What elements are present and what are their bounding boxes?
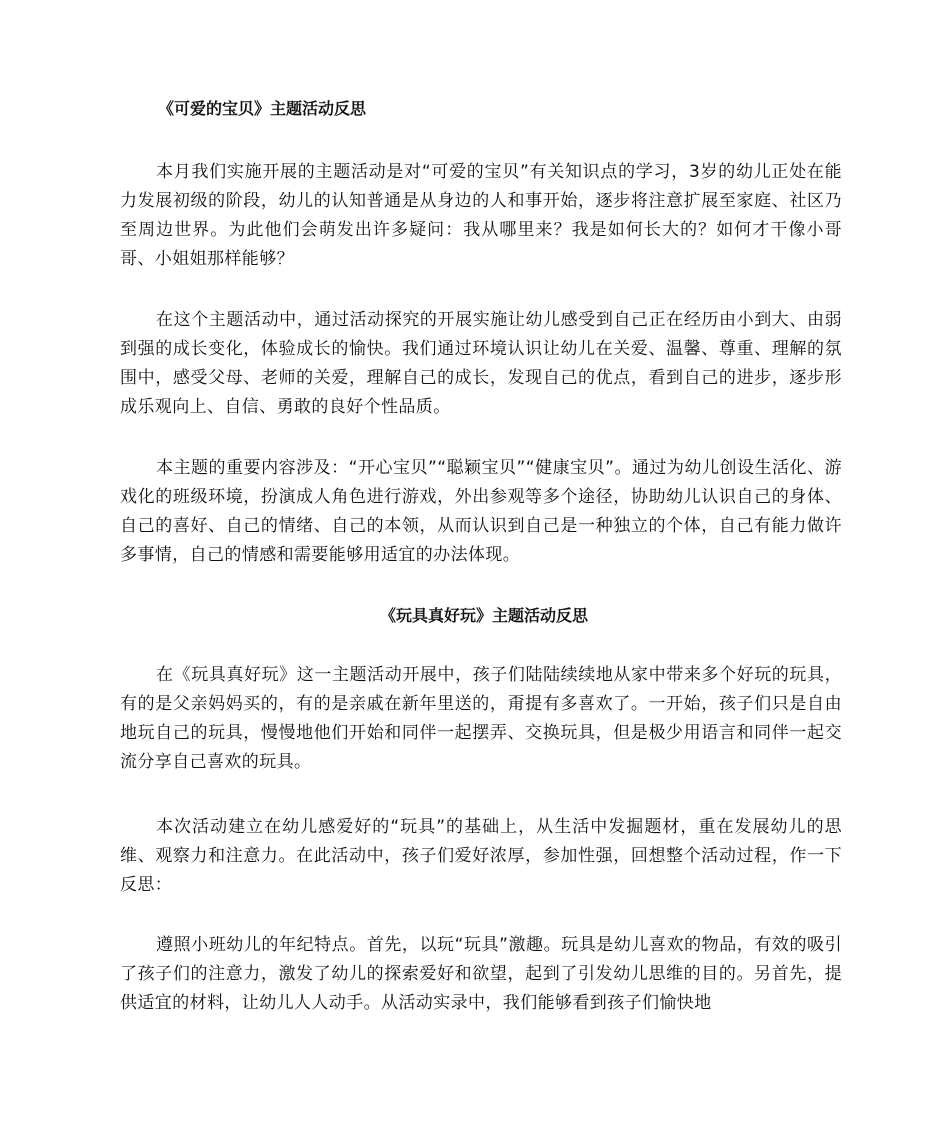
paragraph-2: 在这个主题活动中，通过活动探究的开展实施让幼儿感受到自己正在经历由小到大、由弱到强的成长变化，体验成长的愉快。我们通过环境认识让幼儿在关爱、温馨、尊重、理解的氛围中，感受父母、老师的关爱，理解自己的成长，发现自己的优点，看到自己的进步，逐步形成乐观向上、自信、勇敢的良好个性品质。: [120, 310, 842, 417]
paragraph-1: 本月我们实施开展的主题活动是对“可爱的宝贝”有关知识点的学习，3岁的幼儿正处在能力发展初级的阶段，幼儿的认知普通是从身边的人和事开始，逐步将注意扩展至家庭、社区乃至周边世界。为此他们会萌发出许多疑问：我从哪里来？我是如何长大的？如何才干像小哥哥、小姐姐那样能够？: [120, 162, 842, 269]
paragraph-3: 本主题的重要内容涉及：“开心宝贝”“聪颖宝贝”“健康宝贝”。通过为幼儿创设生活化、游戏化的班级环境，扮演成人角色进行游戏，外出参观等多个途径，协助幼儿认识自己的身体、自己的喜好、自己的情绪、自己的本领，从而认识到自己是一种独立的个体，自己有能力做许多事情，自己的情感和需要能够用适宜的办法体现。: [120, 458, 842, 565]
section-title-toys-fun: 《玩具真好玩》主题活动反思: [380, 606, 589, 625]
paragraph-6: 遵照小班幼儿的年纪特点。首先，以玩“玩具”激趣。玩具是幼儿喜欢的物品，有效的吸引了孩子们的注意力，激发了幼儿的探索爱好和欲望，起到了引发幼儿思维的目的。另首先，提供适宜的材料，让幼儿人人动手。从活动实录中，我们能够看到孩子们愉快地: [120, 935, 842, 1013]
paragraph-4: 在《玩具真好玩》这一主题活动开展中，孩子们陆陆续续地从家中带来多个好玩的玩具，有的是父亲妈妈买的，有的是亲戚在新年里送的，甭提有多喜欢了。一开始，孩子们只是自由地玩自己的玩具，慢慢地他们开始和同伴一起摆弄、交换玩具，但是极少用语言和同伴一起交流分享自己喜欢的玩具。: [120, 665, 842, 772]
section-title-lovely-baby: 《可爱的宝贝》主题活动反思: [158, 99, 367, 118]
paragraph-5: 本次活动建立在幼儿感爱好的“玩具”的基础上，从生活中发掘题材，重在发展幼儿的思维、观察力和注意力。在此活动中，孩子们爱好浓厚，参加性强，回想整个活动过程，作一下反思：: [120, 817, 842, 895]
